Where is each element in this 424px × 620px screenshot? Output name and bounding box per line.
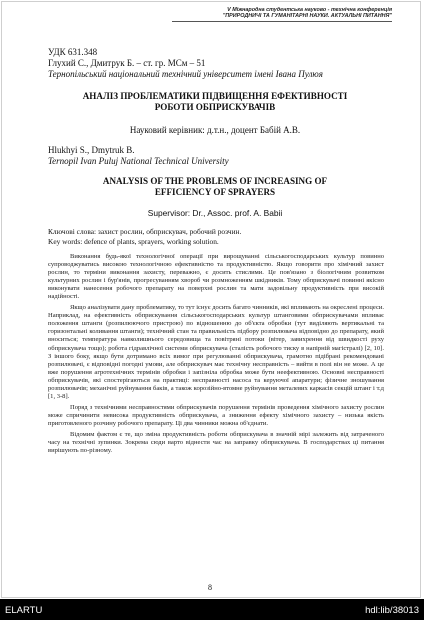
affiliation-ua: Тернопільський національний технічний університет імені Івана Пулюя [48, 69, 323, 79]
title-en-line-2: EFFICIENCY OF SPRAYERS [154, 187, 276, 197]
page-number: 8 [208, 583, 212, 592]
body-paragraph-4: Відомим фактом є те, що зміна продуктивність роботи обприскувача в значній мірі залежить від затраченого часу на технічні зупинки. Зокрема сюди варто віднести час на заправку обприскувача. В господарствах ці питання вирішують по-різному. [48, 430, 384, 455]
title-ua-line-1: АНАЛІЗ ПРОБЛЕМАТИКИ ПІДВИЩЕННЯ ЕФЕКТИВНОСТІ [82, 91, 348, 101]
authors-ua: Глухий С., Дмитрук Б. – ст. гр. МСм – 51 [48, 58, 206, 68]
udc-code: УДК 631.348 [48, 47, 98, 57]
title-ua [48, 91, 382, 113]
supervisor-en: Supervisor: Dr., Assoc. prof. A. Babii [147, 208, 283, 218]
conference-line-1: V Міжнародна студентська науково - технічна конференція [227, 7, 392, 13]
keywords-en: Key words: defence of plants, sprayers, working solution. [48, 237, 219, 246]
conference-line-2: "ПРИРОДНИЧІ ТА ГУМАНІТАРНІ НАУКИ. АКТУАЛЬНІ ПИТАННЯ" [222, 13, 392, 20]
body-paragraph-3: Поряд з технічними несправностями обприскувачів порушення термінів проведення хімічного захисту рослин може спричинити невисока продуктивність обприскувача, а зниження ефекту хімічного захисту – низька якість приготовленого розчину робочого препарату. Ці два чинники можна об'єднати. [48, 403, 384, 427]
supervisor-ua: Науковий керівник: д.т.н., доцент Бабій А.В. [129, 125, 301, 135]
footer-handle-label: hdl:lib/38013 [365, 605, 419, 616]
authors-en: Hlukhyi S., Dmytruk B. [48, 145, 135, 155]
article-body [48, 253, 384, 455]
footer-repository-label: ELARTU [5, 605, 43, 616]
title-en [48, 176, 382, 198]
title-ua-line-2: РОБОТИ ОБПРИСКУВАЧІВ [154, 102, 276, 112]
title-en-line-1: ANALYSIS OF THE PROBLEMS OF INCREASING OF [102, 176, 328, 186]
conference-header [223, 7, 392, 20]
body-paragraph-1: Виконання будь-якої технологічної операції при вирощуванні сільськогосподарських культур повинно супроводжуватись високою технологічною ефективністю та продуктивністю. Якщо говорити про хімічний захист рослин, то терміни виконання захисту, переважно, є досить стислими. Це пов'язано з біологічним розвитком культурних рослин і бур'янів, прогресуванням хвороб чи розмноженням шкідників. Тому обприскувачі повинні якісно виконувати нанесення робочого препарату на поверхні рослин та мати задовільну продуктивність при високій надійності. [48, 253, 384, 301]
body-paragraph-2: Якщо аналізувати дану проблематику, то тут існує досить багато чинників, які впливають на окреслені процеси. Наприклад, на ефективність обприскування сільськогосподарських культур штанговими обприскувачами впливає положення штанги (розпилюючого пристрою) по відношенню до об'єкта обробки (тут виділяють вертикальні та горизонтальні коливання штанги); технічний стан та правильність підбору розпилювача відповідно до препарату, який вноситься; температура навколишнього середовища та повітряні потоки (вітер, завихрення від швидкості руху обприскувача тощо); робота гідравлічної системи обприскувача (сталість робочого тиску в напірній магістралі) [2, 10]. З іншого боку, якщо бути дотримано всіх вимог при регулюванні обприскувача, грамотно підібрані рекомендовані розпилювачі, є відповідні погодні умови, але обприскувач має технічну несправність – вийти в полі він не може. А це вже порушення агротехнічних термінів обробки і запізніла обробка може бути неефективною. Основні несправності обприскувачів, які спостерігаються на практиці: несправності насоса та керуючої апаратури; фізичне зношування розпилювачів; механічні руйнування баків, а також корозійно-втомне руйнування металевих каркасів секцій штанг і т.д [1, 3-8]. [48, 304, 384, 400]
header-rule [172, 21, 392, 22]
affiliation-en: Ternopil Ivan Puluj National Technical University [48, 156, 229, 166]
footer-bar [0, 599, 424, 620]
keywords-ua: Ключові слова: захист рослин, обприскувач, робочий розчин. [48, 227, 242, 236]
